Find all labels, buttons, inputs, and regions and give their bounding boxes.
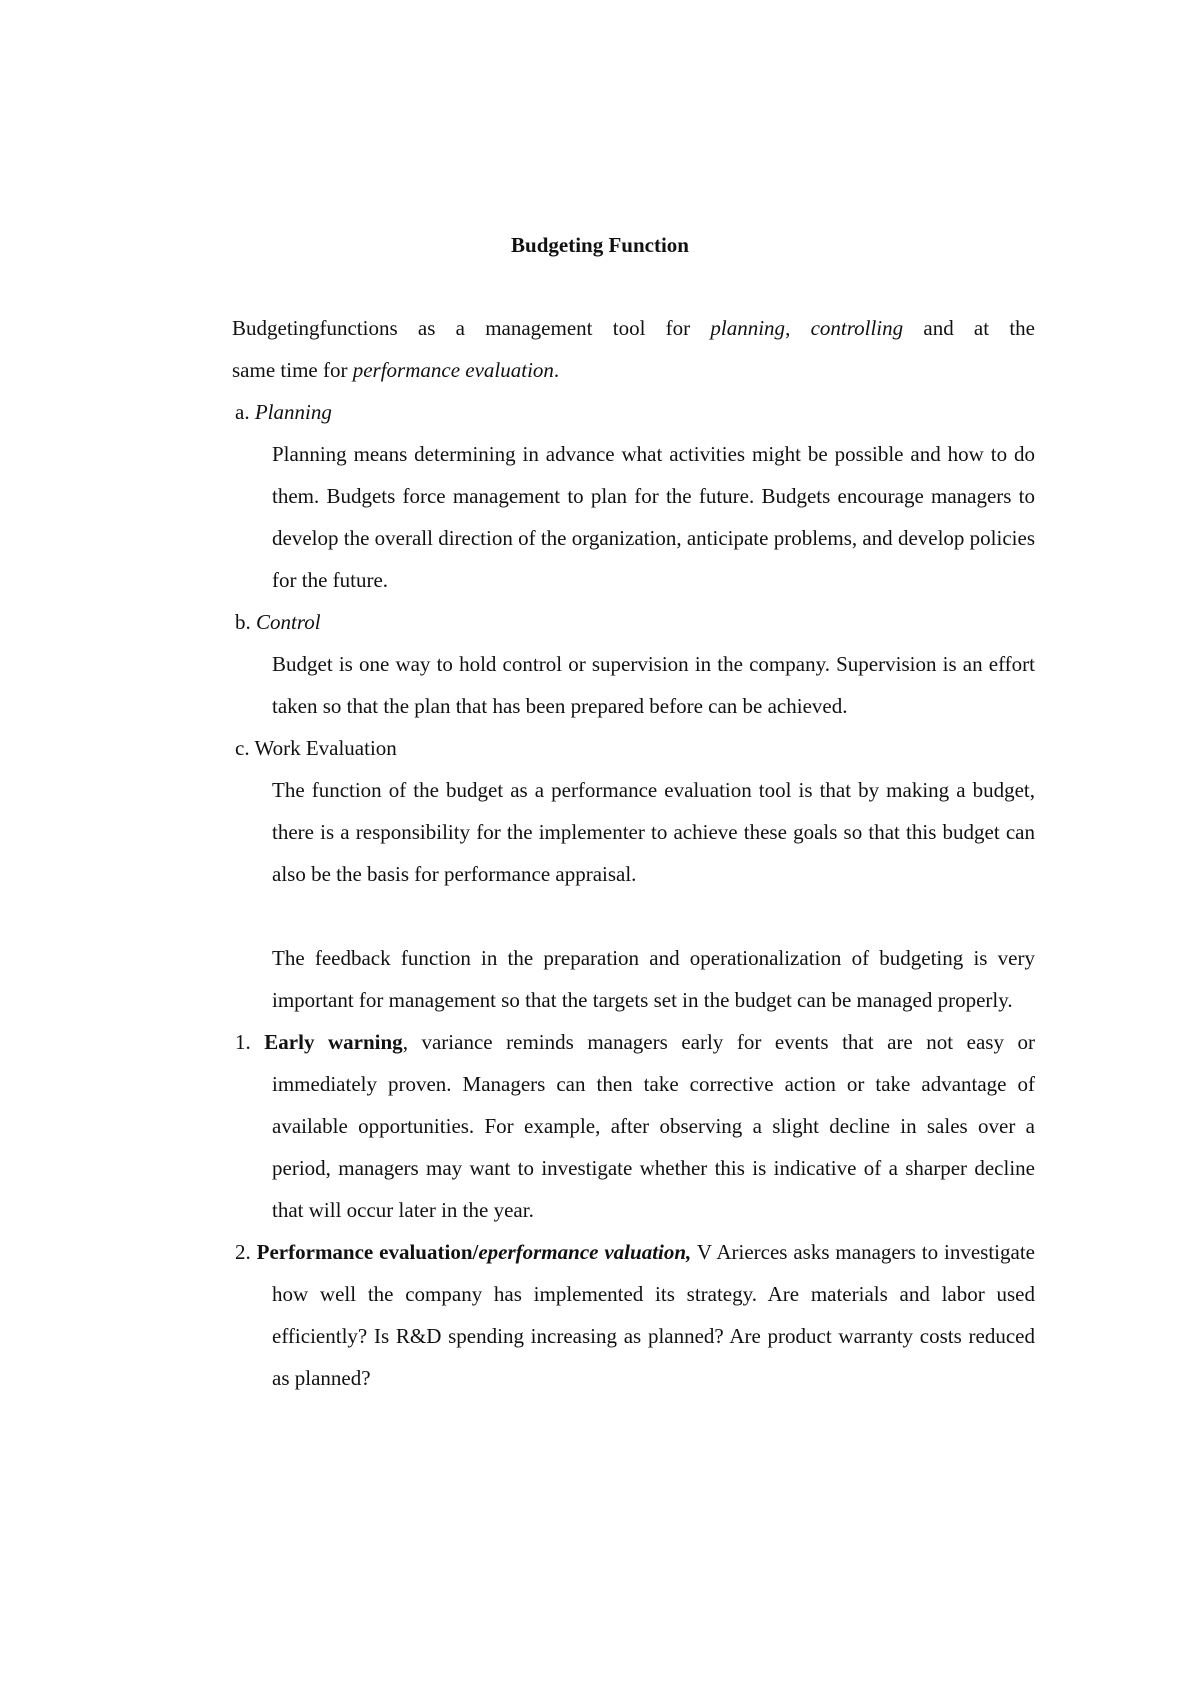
list-item-2 — [232, 1231, 1035, 1399]
list-item-1-text: , variance reminds managers early for events that are not easy or immediately proven. Managers can then take corrective action or take advantage of available opportunities. For example, after observing a slight decline in sales over a period, managers may want to investigate whether this is indicative of a sharper decline that will occur later in the year. — [272, 1030, 1035, 1222]
section-a-title: Planning — [254, 400, 332, 424]
section-b-text: Budget is one way to hold control or supervision in the company. Supervision is an effort taken so that the plan that has been prepared before can be achieved. — [272, 652, 1035, 718]
list-item-2-number: 2. — [235, 1240, 251, 1264]
intro-text: . — [553, 358, 560, 382]
list-item-2-term: Performance evaluation/ — [256, 1240, 479, 1264]
paragraph-spacer — [232, 895, 1035, 937]
section-a-text: Planning means determining in advance what activities might be possible and how to do them. Budgets force management to plan for the future. Budgets encourage managers to develop the overall direction of the organization, anticipate problems, and develop policies for the future. — [272, 442, 1035, 592]
intro-text: and at the — [903, 316, 1035, 340]
list-item-1 — [232, 1021, 1035, 1231]
section-c-heading: c. Work Evaluation — [235, 736, 397, 760]
document-body — [232, 307, 1035, 1399]
intro-text: Budgetingfunctions as a management tool for — [232, 316, 711, 340]
section-a-label: a. — [235, 400, 255, 424]
intro-line-1 — [232, 307, 1035, 349]
document-title: Budgeting Function — [511, 233, 689, 257]
list-item-2-text: V Arierces asks managers to investigate how well the company has implemented its strategy. Are materials and labor used efficiently? Is R&D spending increasing as planned? Are product warranty costs reduced as planned? — [272, 1240, 1035, 1390]
intro-controlling-term: controlling — [810, 316, 904, 340]
section-a-heading — [232, 391, 1035, 433]
section-b-title: Control — [256, 610, 321, 634]
section-c-text: The function of the budget as a performance evaluation tool is that by making a budget, there is a responsibility for the implementer to achieve these goals so that this budget can also be the basis for performance appraisal. — [272, 778, 1035, 886]
section-b-label: b. — [235, 610, 256, 634]
list-item-1-number: 1. — [235, 1030, 251, 1054]
intro-separator: , — [785, 316, 811, 340]
list-item-2-term-italic: eperformance valuation, — [478, 1240, 692, 1264]
intro-line-2 — [232, 349, 1035, 391]
intro-planning-term: planning — [710, 316, 786, 340]
intro-text: same time for — [232, 358, 353, 382]
section-b-heading — [232, 601, 1035, 643]
list-item-1-term: Early warning — [264, 1030, 403, 1054]
intro-performance-term: performance evaluation — [352, 358, 554, 382]
feedback-paragraph: The feedback function in the preparation and operationalization of budgeting is very important for management so that the targets set in the budget can be managed properly. — [272, 946, 1035, 1012]
